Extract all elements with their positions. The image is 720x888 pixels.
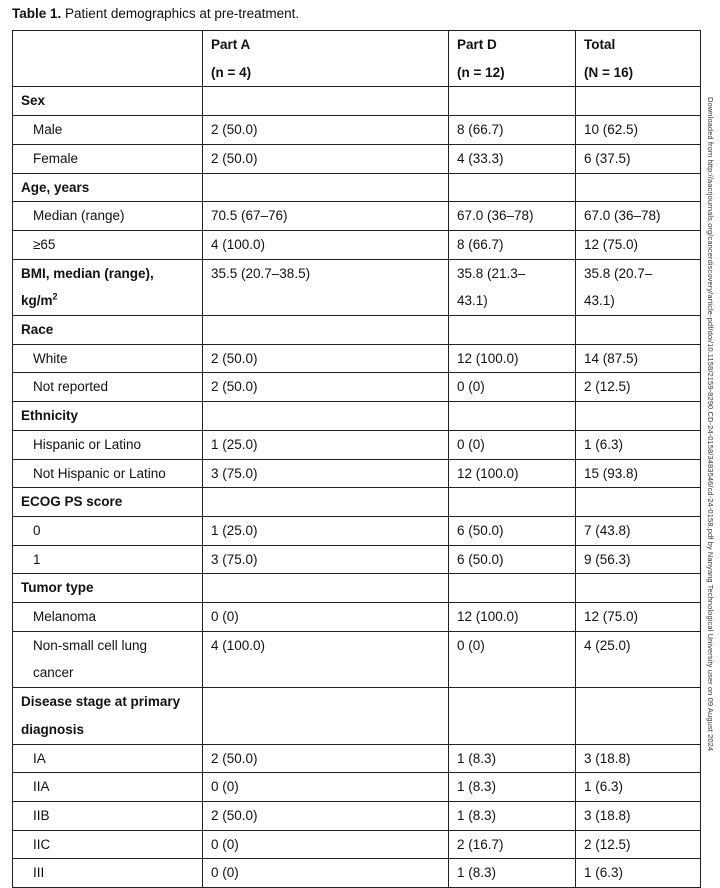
value-cell [576,859,701,888]
row-label-cell [13,631,203,687]
header-name: Total [584,37,616,52]
value-cell [449,603,576,632]
row-label-continued [13,659,202,687]
value-cell [449,373,576,402]
caption-label: Table 1. [12,6,62,21]
row-label-cell [13,516,203,545]
cell-value-continued [576,659,700,687]
header-part-d [449,31,576,87]
cell-value: 1 (25.0) [211,522,258,538]
row-label-continued-text: diagnosis [21,721,85,737]
cell-value: 10 (62.5) [584,122,639,138]
download-watermark: Downloaded from http://aacrjournals.org/cancerdiscovery/article-pdf/doi/10.1158/2159-8290.CD-24-0158/3483546/cd-24-0158.pdf by Nanyang Technological University user on 09 August 2024 [706,97,715,752]
row-label-cell [13,603,203,632]
cell-value: 6 (37.5) [584,150,631,166]
row-label-cell [13,230,203,259]
header-empty-cell [13,31,203,87]
header-n: (n = 4) [211,64,252,80]
value-cell [576,230,701,259]
cell-value: 0 (0) [211,609,239,625]
value-cell [576,545,701,574]
value-cell [203,316,449,345]
value-cell [203,402,449,431]
cell-value: 0 (0) [457,379,485,395]
cell-value: 6 (50.0) [457,522,504,538]
header-total [576,31,701,87]
cell-value: 2 (50.0) [211,807,258,823]
row-label: III [33,865,45,881]
row-label-cell [13,373,203,402]
value-cell [203,173,449,202]
cell-value: 12 (100.0) [457,465,519,481]
table-row [13,631,701,687]
value-cell [449,402,576,431]
table-row [13,859,701,888]
value-cell [203,773,449,802]
row-label: Ethnicity [21,408,79,424]
cell-value: 9 (56.3) [584,551,631,567]
row-label-cell [13,744,203,773]
value-cell [449,344,576,373]
table-category-row [13,488,701,517]
value-cell [576,459,701,488]
caption-text: Patient demographics at pre-treatment. [65,6,300,21]
row-label-cell [13,574,203,603]
value-cell [576,430,701,459]
cell-value: 12 (75.0) [584,236,639,252]
table-category-row [13,688,701,744]
value-cell [449,545,576,574]
value-cell [576,516,701,545]
value-cell [449,574,576,603]
cell-value: 2 (50.0) [211,350,258,366]
row-label: Female [33,150,79,166]
cell-value: 3 (18.8) [584,750,631,766]
cell-value: 12 (100.0) [457,609,519,625]
row-label-cell [13,801,203,830]
value-cell [203,859,449,888]
row-label-cell [13,116,203,145]
row-label-cell [13,259,203,315]
header-name: Part A [211,37,251,52]
table-row [13,773,701,802]
row-label: Not reported [33,379,109,395]
cell-value: 2 (50.0) [211,122,258,138]
value-cell [449,459,576,488]
value-cell [576,830,701,859]
table-category-row [13,173,701,202]
table-row [13,430,701,459]
row-label-continued [13,287,202,315]
value-cell [576,87,701,116]
cell-value: 1 (6.3) [584,865,624,881]
value-cell [576,344,701,373]
value-cell [449,488,576,517]
cell-value: 35.8 (20.7– [584,265,653,281]
value-cell [449,202,576,231]
row-label: BMI, median (range), [21,265,154,281]
cell-value-continued: 43.1) [457,293,488,309]
cell-value: 67.0 (36–78) [584,208,661,224]
demographics-table [12,30,701,888]
row-label-cell [13,859,203,888]
value-cell [203,373,449,402]
cell-value: 0 (0) [211,779,239,795]
unit-superscript: 2 [52,291,58,302]
row-label: Not Hispanic or Latino [33,465,166,481]
value-cell [203,430,449,459]
table-row [13,516,701,545]
cell-value: 2 (12.5) [584,836,631,852]
row-label-cell [13,430,203,459]
value-cell [203,488,449,517]
value-cell [449,801,576,830]
value-cell [203,259,449,315]
cell-value: 1 (8.3) [457,807,497,823]
row-label: ECOG PS score [21,494,123,510]
value-cell [449,116,576,145]
value-cell [576,259,701,315]
value-cell [576,402,701,431]
row-label-cell [13,773,203,802]
table-category-row [13,259,701,315]
row-label: Disease stage at primary [21,694,181,710]
row-label: IA [33,750,46,766]
cell-value: 4 (25.0) [584,637,631,653]
value-cell [203,202,449,231]
value-cell [449,830,576,859]
value-cell [576,603,701,632]
value-cell [449,859,576,888]
cell-value: 2 (50.0) [211,150,258,166]
row-label: Race [21,322,54,338]
row-label: IIC [33,836,51,852]
table-row [13,603,701,632]
value-cell [449,144,576,173]
row-label: Melanoma [33,609,97,625]
row-label-cell [13,688,203,744]
value-cell [449,516,576,545]
table-category-row [13,87,701,116]
header-n: (n = 12) [457,64,505,80]
cell-value: 1 (6.3) [584,779,624,795]
cell-value: 0 (0) [457,637,485,653]
value-cell [576,574,701,603]
value-cell [576,688,701,744]
table-row [13,830,701,859]
cell-value: 6 (50.0) [457,551,504,567]
row-label-continued-text: cancer [33,665,74,681]
row-label-cell [13,344,203,373]
value-cell [203,344,449,373]
cell-value: 14 (87.5) [584,350,639,366]
value-cell [203,144,449,173]
cell-value: 1 (8.3) [457,865,497,881]
cell-value: 8 (66.7) [457,122,504,138]
header-name: Part D [457,37,497,52]
cell-value: 15 (93.8) [584,465,639,481]
cell-value: 35.5 (20.7–38.5) [211,265,311,281]
row-label: Age, years [21,179,90,195]
value-cell [576,202,701,231]
cell-value: 0 (0) [457,436,485,452]
value-cell [576,744,701,773]
row-label-cell [13,402,203,431]
cell-value-continued [449,688,575,716]
row-label: IIB [33,807,50,823]
table-category-row [13,316,701,345]
row-label-cell [13,830,203,859]
cell-value: 8 (66.7) [457,236,504,252]
table-row [13,144,701,173]
value-cell [449,744,576,773]
value-cell [449,631,576,687]
value-cell [203,688,449,744]
row-label: IIA [33,779,50,795]
value-cell [449,259,576,315]
cell-value: 2 (16.7) [457,836,504,852]
row-label: 1 [33,551,41,567]
value-cell [203,830,449,859]
value-cell [576,488,701,517]
cell-value-continued [203,659,448,687]
value-cell [203,230,449,259]
table-row [13,545,701,574]
value-cell [203,744,449,773]
value-cell [203,516,449,545]
value-cell [576,144,701,173]
cell-value: 4 (100.0) [211,637,266,653]
table-row [13,373,701,402]
value-cell [576,173,701,202]
value-cell [203,801,449,830]
value-cell [449,87,576,116]
value-cell [449,316,576,345]
cell-value: 0 (0) [211,836,239,852]
row-label-cell [13,488,203,517]
row-label-cell [13,316,203,345]
row-label-cell [13,173,203,202]
header-part-a [203,31,449,87]
cell-value: 1 (25.0) [211,436,258,452]
table-row [13,230,701,259]
cell-value: 2 (12.5) [584,379,631,395]
cell-value: 2 (50.0) [211,379,258,395]
cell-value: 1 (8.3) [457,779,497,795]
table-category-row [13,574,701,603]
cell-value: 3 (18.8) [584,807,631,823]
table-category-row [13,402,701,431]
row-label: Non-small cell lung [33,637,148,653]
cell-value-continued [203,688,448,716]
cell-value: 12 (75.0) [584,609,639,625]
value-cell [449,173,576,202]
value-cell [203,603,449,632]
table-caption [12,6,299,21]
row-label-cell [13,459,203,488]
row-label: White [33,350,68,366]
value-cell [576,316,701,345]
value-cell [449,430,576,459]
row-label: Median (range) [33,208,125,224]
value-cell [449,773,576,802]
row-label: Tumor type [21,580,94,596]
table-row [13,344,701,373]
cell-value-continued: 43.1) [584,293,615,309]
value-cell [576,631,701,687]
table-row [13,202,701,231]
table-row [13,459,701,488]
row-label-cell [13,87,203,116]
row-label: Male [33,122,63,138]
table-row [13,116,701,145]
value-cell [203,459,449,488]
cell-value-continued [576,688,700,716]
value-cell [449,230,576,259]
row-label-continued [13,716,202,744]
cell-value: 35.8 (21.3– [457,265,526,281]
value-cell [203,116,449,145]
row-label-cell [13,545,203,574]
row-label: 0 [33,522,41,538]
value-cell [449,688,576,744]
cell-value-continued [449,659,575,687]
cell-value: 67.0 (36–78) [457,208,534,224]
cell-value: 4 (33.3) [457,150,504,166]
cell-value: 3 (75.0) [211,465,258,481]
cell-value: 1 (8.3) [457,750,497,766]
row-label-continued-text: kg/m [21,293,53,309]
cell-value: 1 (6.3) [584,436,624,452]
value-cell [203,87,449,116]
cell-value: 70.5 (67–76) [211,208,288,224]
cell-value: 7 (43.8) [584,522,631,538]
value-cell [203,545,449,574]
row-label-cell [13,202,203,231]
header-n: (N = 16) [584,64,634,80]
row-label: ≥65 [33,236,56,252]
header-row [13,31,701,87]
cell-value: 0 (0) [211,865,239,881]
value-cell [576,116,701,145]
cell-value: 2 (50.0) [211,750,258,766]
value-cell [203,574,449,603]
table-row [13,744,701,773]
table-row [13,801,701,830]
row-label: Sex [21,93,46,109]
value-cell [576,773,701,802]
value-cell [576,801,701,830]
row-label-cell [13,144,203,173]
cell-value-continued [203,287,448,315]
cell-value: 4 (100.0) [211,236,266,252]
row-label: Hispanic or Latino [33,436,142,452]
table-body [13,87,701,888]
cell-value: 3 (75.0) [211,551,258,567]
value-cell [576,373,701,402]
value-cell [203,631,449,687]
cell-value: 12 (100.0) [457,350,519,366]
